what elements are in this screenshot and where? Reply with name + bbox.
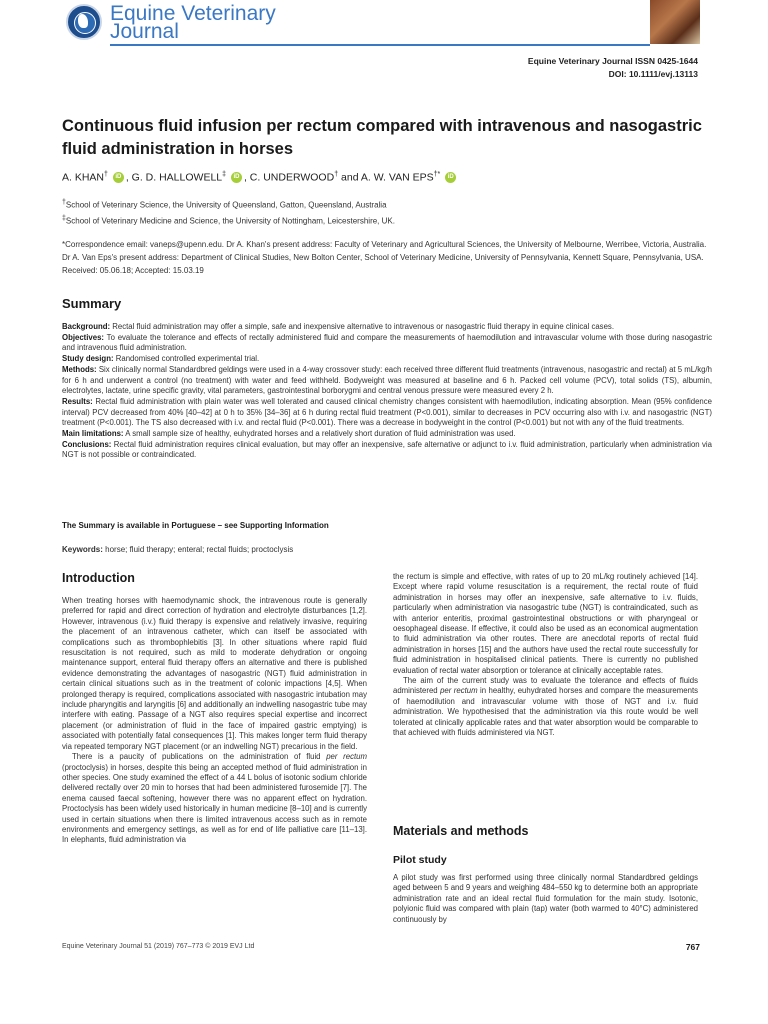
author-khan: A. KHAN	[62, 171, 105, 184]
header-rule	[110, 44, 650, 46]
affiliations: †School of Veterinary Science, the University of Queensland, Gatton, Queensland, Australia ‡School of Veterinary Medicine and Science, the University of Nottingham, Leicestershire, UK.	[62, 199, 395, 226]
author-hallowell: , G. D. HALLOWELL	[125, 171, 223, 184]
article-title: Continuous fluid infusion per rectum compared with intravenous and nasogastric fluid administration in horses	[62, 117, 702, 158]
paragraph: When treating horses with haemodynamic shock, the intravenous route is generally preferred for rapid and direct correction of hydration and electrolyte disturbances [1,2]. However, intravenous (i.v.) fluid therapy is expensive and relatively invasive, requiring the placement of an intravenous catheter, which can itself be associated with complications such as thrombophlebitis [3]. In other situations where rapid fluid resuscitation is not required, such as mild to moderate dehydration or ongoing maintenance support, enteral fluid therapy offers an alternative and there is published evidence demonstrating the advantages of nasogastric (NGT) fluid administration in certain clinical situations such as in the treatment of colonic impactions [4,5]. When prolonged therapy is required, complications associated with nasogastric intubation may include pharyngitis and laryngitis [6] and additionally an indwelling nasogastric tube may interfere with eating. Passage of a NGT also requires special expertise and incorrect placement (or administration of fluid in the face of impaired gastric emptying) is associated with potentially fatal consequences [1]. This makes longer term fluid therapy via repeated temporary NGT placement (or an indwelling NGT) precarious in the field.	[62, 596, 367, 751]
paragraph: There is a paucity of publications on the administration of fluid per rectum (proctoclysis) in horses, despite this being an accepted method of fluid administration in other species. One study examined the effect of a 44 L bolus of isotonic sodium chloride delivered rectally over 20 min to horses that had been administered furosemide [7]. The enema caused faecal softening, however there was no apparent effect on hydration. Proctoclysis has been widely used historically in human medicine [8–10] and is currently used in certain situations when there is limited intravenous access such as in remote environments and emergency settings, as well as for end of life palliative care [11–13]. In elephants, fluid administration via	[62, 752, 367, 845]
header-horse-photo	[650, 0, 700, 44]
keywords: Keywords: horse; fluid therapy; enteral; rectal fluids; proctoclysis	[62, 545, 294, 554]
footer-citation: Equine Veterinary Journal 51 (2019) 767–773 © 2019 EVJ Ltd	[62, 943, 255, 950]
journal-issn-doi: Equine Veterinary Journal ISSN 0425-1644 DOI: 10.1111/evj.13113	[527, 56, 698, 79]
orcid-icon[interactable]: iD	[445, 172, 456, 183]
portuguese-summary-note: The Summary is available in Portuguese – see Supporting Information	[62, 521, 329, 530]
summary-body: Background: Rectal fluid administration may offer a simple, safe and inexpensive alternative to intravenous or nasogastric fluid therapy in equine clinical cases. Objectives: To evaluate the tolerance and effects of rectally administered fluid and compare the measurements of haemodilution and intravascular volume with those during nasogastric and intravenous fluid administration. Study design: Randomised controlled experimental trial. Methods: Six clinically normal Standardbred geldings were used in a 4-way crossover study: each received three different fluid treatments (intravenous, nasogastric and rectal) at 5 mL/kg/h for 6 h and underwent a control (no treatment) with water and feed withheld. Bodyweight was measured at baseline and 6 h. Packed cell volume (PCV), total solids (TS), albumin, electrolytes, lactate, urine specific gravity, vital parameters, gastrointestinal borborygmi and central venous pressure were measured every 2 h. Results: Rectal fluid administration with plain water was well tolerated and caused clinical chemistry changes consistent with haemodilution, indicating absorption. Mean (95% confidence interval) PCV decreased from 40% [40–42] at 0 h to 35% [34–36] at 6 h during rectal fluid treatment (P<0.001), similar to decreases in PCV occurring also with i.v. and nasogastric (NGT) treatment (P<0.001). The TS also decreased with i.v. and rectal fluid (P<0.001). There was a decrease in bodyweight in the control (P<0.001) but not with any of the fluid treatments. Main limitations: A small sample size of healthy, euhydrated horses and a relatively short duration of fluid administration was used. Conclusions: Rectal fluid administration requires clinical evaluation, but may offer an inexpensive, safe alternative or adjunct to i.v. fluid administration, particularly when administration via NGT is not possible or contraindicated.	[62, 322, 712, 460]
orcid-icon[interactable]: iD	[113, 172, 124, 183]
author-underwood: , C. UNDERWOOD	[243, 171, 335, 184]
horse-icon	[78, 14, 88, 28]
page-number: 767	[685, 942, 700, 952]
author-list: A. KHAN† iD , G. D. HALLOWELL‡ iD , C. UNDERWOOD† and A. W. VAN EPS†* iD	[62, 171, 458, 184]
introduction-heading: Introduction	[62, 571, 135, 585]
pilot-study-heading: Pilot study	[393, 854, 447, 866]
methods-heading: Materials and methods	[393, 824, 529, 838]
introduction-column-left	[62, 596, 367, 846]
orcid-icon[interactable]: iD	[231, 172, 242, 183]
correspondence-note: *Correspondence email: vaneps@upenn.edu. Dr A. Khan's present address: Faculty of Veterinary and Agricultural Sciences, the University of Melbourne, Werribee, Victoria, Australia. Dr A. Van Eps's present address: Department of Clinical Studies, New Bolton Center, School of Veterinary Medicine, University of Pennsylvania, Kennett Square, Pennsylvania, USA. Received: 05.06.18; Accepted: 15.03.19	[62, 240, 707, 275]
doi-link[interactable]: DOI: 10.1111/evj.13113	[608, 69, 698, 79]
paragraph: the rectum is simple and effective, with rates of up to 20 mL/kg routinely achieved [14]. Except where rapid volume resuscitation is a requirement, the rectal route of fluid administration in horses may offer an inexpensive, safe alternative to i.v. fluids, particularly when administration via nasogastric tube (NGT) is contraindicated, such as with anterior enteritis, proximal gastrointestinal obstructions or with pharyngeal or oesophageal disease. If effective, it could also be used as an economical augmentation to fluid administration via other routes. There are anecdotal reports of rectal fluid administration in horses [15] and the authors have used the rectal route successfully for fluid administration in hospitalised clinical patients. There is currently no published evaluation of rectal water absorption or tolerance at clinically acceptable rates.	[393, 572, 698, 675]
introduction-column-right	[393, 572, 698, 739]
summary-heading: Summary	[62, 296, 122, 311]
author-van-eps: and A. W. VAN EPS	[338, 171, 434, 184]
journal-title: Equine Veterinary Journal	[110, 2, 276, 43]
journal-logo-seal	[66, 4, 102, 40]
paragraph: The aim of the current study was to evaluate the tolerance and effects of fluids administered per rectum in healthy, euhydrated horses and compare the measurements of haemodilution and intravascular volume with those of NGT and i.v. fluid administration. We hypothesised that the administration via this route would be well tolerated at clinically applicable rates and that water absorption would be comparable to that achieved with fluids administered via NGT.	[393, 676, 699, 738]
pilot-study-body: A pilot study was first performed using three clinically normal Standardbred geldings aged between 5 and 9 years and weighing 484–550 kg to determine both an appropriate administration rate and an ideal rectal fluid formulation for the main study. Isotonic, polyionic fluid was compared with plain (tap) water (both warmed to 40°C) administered continuously by	[393, 873, 698, 924]
